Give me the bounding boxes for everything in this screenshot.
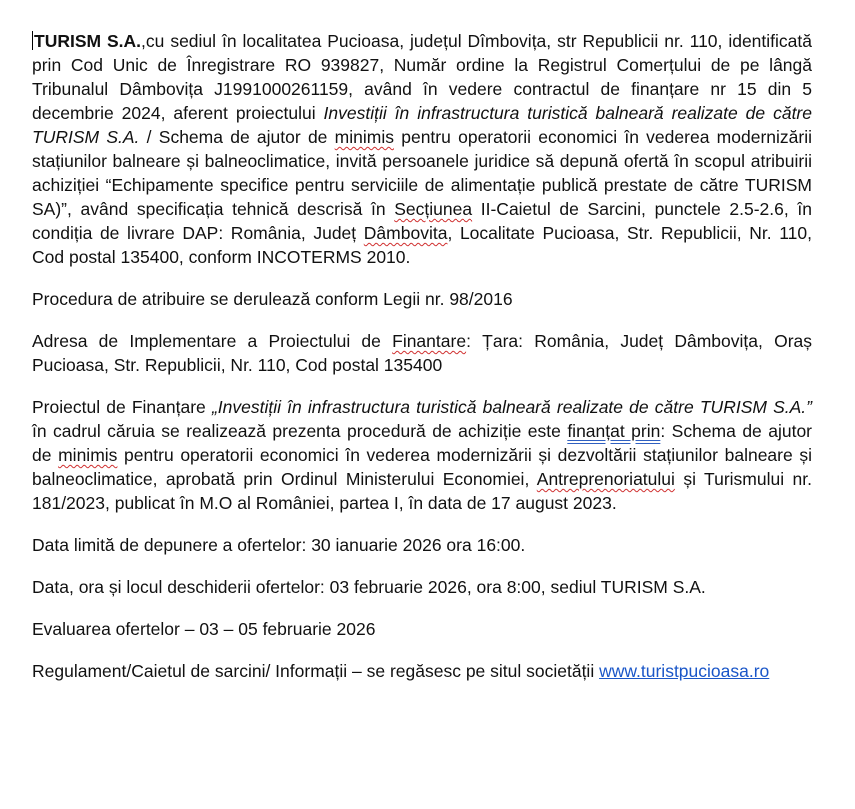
paragraph-address: Adresa de Implementare a Proiectului de Finantare: Țara: România, Județ Dâmbovița, Oraș Pucioasa, Str. Republicii, Nr. 110, Cod postal 135400 bbox=[32, 331, 812, 375]
paragraph-info: Regulament/Caietul de sarcini/ Informații – se regăsesc pe situl societății www.turistpucioasa.ro bbox=[32, 661, 770, 681]
company-name: TURISM S.A. bbox=[34, 31, 142, 51]
paragraph-financing: Proiectul de Finanțare „Investiții în infrastructura turistică balneară realizate de către TURISM S.A.” în cadrul căruia se realizează prezenta procedură de achiziție este finanțat prin: Schema de ajutor de minimis pentru operatorii economici în vederea modernizării și dezvoltării stațiunilor balneare și balneoclimatice, aprobată prin Ordinul Ministerului Economiei, Antreprenoriatului și Turismului nr. 181/2023, publicat în M.O al României, partea I, în data de 17 august 2023. bbox=[32, 397, 813, 513]
spellcheck-word: Secțiunea bbox=[394, 199, 473, 219]
paragraph-evaluation: Evaluarea ofertelor – 03 – 05 februarie 2026 bbox=[32, 619, 376, 639]
paragraph-deadline: Data limită de depunere a ofertelor: 30 ianuarie 2026 ora 16:00. bbox=[32, 535, 526, 555]
website-link[interactable]: www.turistpucioasa.ro bbox=[599, 661, 770, 681]
spellcheck-word: minimis bbox=[334, 127, 394, 147]
paragraph-opening: Data, ora și locul deschiderii ofertelor: 03 februarie 2026, ora 8:00, sediul TURISM S.A. bbox=[32, 577, 706, 597]
spellcheck-word: Dâmbovita bbox=[363, 223, 448, 243]
paragraph-invitation: TURISM S.A.,cu sediul în localitatea Pucioasa, județul Dîmbovița, str Republicii nr. 110, identificată prin Cod Unic de Înregistrare RO 939827, Număr ordine la Registrul Comerțului de pe lângă Tribunalul Dâmbovița J1991000261159, având în vedere contractul de finanțare nr 15 din 5 decembrie 2024, aferent proiectului Investiții în infrastructura turistică balneară realizate de către TURISM S.A. / Schema de ajutor de minimis pentru operatorii economici în vederea modernizării stațiunilor balneare și balneoclimatice, invită persoanele juridice să depună ofertă în scopul atribuirii achiziției “Echipamente specifice pentru serviciile de alimentație publică prestate de către TURISM SA)”, având specificația tehnică descrisă în Secțiunea II-Caietul de Sarcini, punctele 2.5-2.6, în condiția de livrare DAP: România, Județ Dâmbovita, Localitate Pucioasa, Str. Republicii, Nr. 110, Cod postal 135400, conform INCOTERMS 2010. bbox=[32, 31, 813, 267]
project-title: Investiții în infrastructura turistică balneară realizate de către TURISM S.A. bbox=[32, 103, 812, 147]
spellcheck-word: minimis bbox=[58, 445, 118, 465]
text-cursor bbox=[32, 31, 33, 50]
document-body bbox=[32, 29, 812, 683]
grammar-mark: finanțat prin bbox=[567, 421, 661, 441]
spellcheck-word: Antreprenoriatului bbox=[536, 469, 675, 489]
spellcheck-word: Finantare bbox=[392, 331, 467, 351]
paragraph-procedure: Procedura de atribuire se derulează conform Legii nr. 98/2016 bbox=[32, 289, 513, 309]
project-title: „Investiții în infrastructura turistică balneară realizate de către TURISM S.A.” bbox=[211, 397, 812, 417]
